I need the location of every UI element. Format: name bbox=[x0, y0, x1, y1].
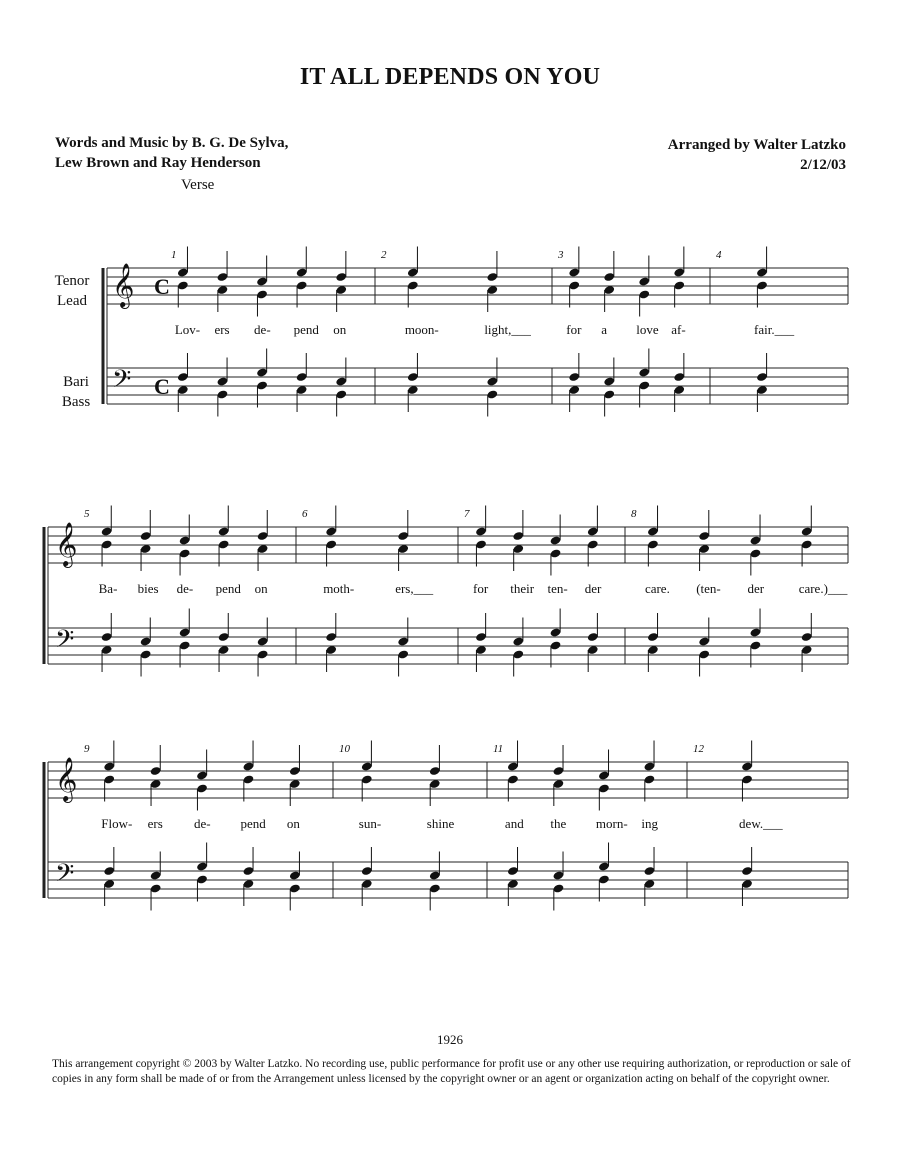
lyric-syllable: dew.___ bbox=[739, 816, 783, 831]
measure-number: 5 bbox=[84, 508, 90, 520]
composer-line-1: Words and Music by B. G. De Sylva, bbox=[55, 135, 289, 151]
lyric-syllable: on bbox=[333, 322, 347, 337]
song-title: IT ALL DEPENDS ON YOU bbox=[299, 64, 601, 90]
lyric-syllable: de- bbox=[194, 816, 211, 831]
lyric-syllable: af- bbox=[671, 322, 686, 337]
bass-clef-icon: 𝄢 bbox=[55, 625, 75, 660]
lyric-syllable: morn- bbox=[595, 816, 628, 831]
lyric-syllable: der bbox=[747, 581, 765, 596]
lyric-syllable: for bbox=[473, 581, 489, 596]
lyric-syllable: Ba- bbox=[98, 581, 118, 596]
lead-label: Lead bbox=[57, 293, 87, 309]
lyric-syllable: fair.___ bbox=[754, 322, 795, 337]
lyric-syllable: ing bbox=[641, 816, 659, 831]
lyric-syllable: Lov- bbox=[174, 322, 201, 337]
lyric-syllable: pend bbox=[293, 322, 319, 337]
arranger-name: Arranged by Walter Latzko bbox=[667, 137, 846, 153]
measure-number: 11 bbox=[493, 743, 504, 755]
lyric-syllable: Flow- bbox=[101, 816, 133, 831]
lyric-syllable: de- bbox=[254, 322, 271, 337]
lyric-syllable: de- bbox=[176, 581, 194, 596]
lyric-syllable: on bbox=[254, 581, 268, 596]
measure-number: 4 bbox=[716, 249, 722, 261]
lyric-syllable: sun- bbox=[358, 816, 382, 831]
tenor-label: Tenor bbox=[54, 273, 90, 289]
lyric-syllable: moon- bbox=[404, 322, 439, 337]
measure-number: 12 bbox=[693, 743, 704, 755]
arrangement-date: 2/12/03 bbox=[800, 157, 846, 173]
year: 1926 bbox=[437, 1032, 463, 1047]
lyric-syllable: pend bbox=[240, 816, 266, 831]
lyric-syllable: moth- bbox=[323, 581, 355, 596]
treble-clef-icon: 𝄞 bbox=[112, 263, 135, 307]
lyric-syllable: the bbox=[550, 816, 567, 831]
lyric-syllable: their bbox=[510, 581, 535, 596]
bass-clef-icon: 𝄢 bbox=[55, 859, 75, 894]
composer-line-2: Lew Brown and Ray Henderson bbox=[55, 155, 261, 171]
measure-number: 7 bbox=[464, 508, 470, 520]
lyric-syllable: a bbox=[601, 322, 608, 337]
treble-clef-icon: 𝄞 bbox=[55, 522, 78, 566]
lyric-syllable: care. bbox=[644, 581, 670, 596]
section-label: Verse bbox=[181, 177, 215, 193]
lyric-syllable: for bbox=[566, 322, 582, 337]
measure-number: 6 bbox=[302, 508, 308, 520]
measure-number: 10 bbox=[339, 743, 350, 755]
lyric-syllable: ers,___ bbox=[395, 581, 434, 596]
lyric-syllable: (ten- bbox=[696, 581, 721, 596]
lyric-syllable: bies bbox=[137, 581, 159, 596]
lyric-syllable: ers bbox=[147, 816, 163, 831]
lyric-syllable: on bbox=[286, 816, 300, 831]
measure-number: 3 bbox=[558, 249, 564, 261]
lyric-syllable: love bbox=[636, 322, 659, 337]
bass-clef-icon: 𝄢 bbox=[112, 365, 132, 400]
lyric-syllable: der bbox=[584, 581, 602, 596]
measure-number: 2 bbox=[381, 249, 387, 261]
bari-label: Bari bbox=[63, 374, 89, 390]
time-signature: C bbox=[154, 374, 170, 399]
measure-number: 9 bbox=[84, 743, 90, 755]
measure-number: 8 bbox=[631, 508, 637, 520]
lyric-syllable: light,___ bbox=[484, 322, 531, 337]
bass-label: Bass bbox=[61, 394, 91, 410]
lyric-syllable: care.)___ bbox=[798, 581, 848, 596]
lyric-syllable: shine bbox=[426, 816, 455, 831]
lyric-syllable: ers bbox=[214, 322, 230, 337]
time-signature: C bbox=[154, 274, 170, 299]
treble-clef-icon: 𝄞 bbox=[55, 757, 78, 801]
lyric-syllable: pend bbox=[215, 581, 241, 596]
lyric-syllable: ten- bbox=[547, 581, 568, 596]
lyric-syllable: and bbox=[504, 816, 524, 831]
measure-number: 1 bbox=[171, 249, 177, 261]
copyright-notice: This arrangement copyright © 2003 by Walter Latzko. No recording use, public performance for profit use or any other use requiring authorization, or reproduction or sale of copies in any form shall be made of or from the Arrangement unless licensed by the copyright owner or an agent or organization acting on behalf of the copyright owner. bbox=[52, 1058, 851, 1085]
